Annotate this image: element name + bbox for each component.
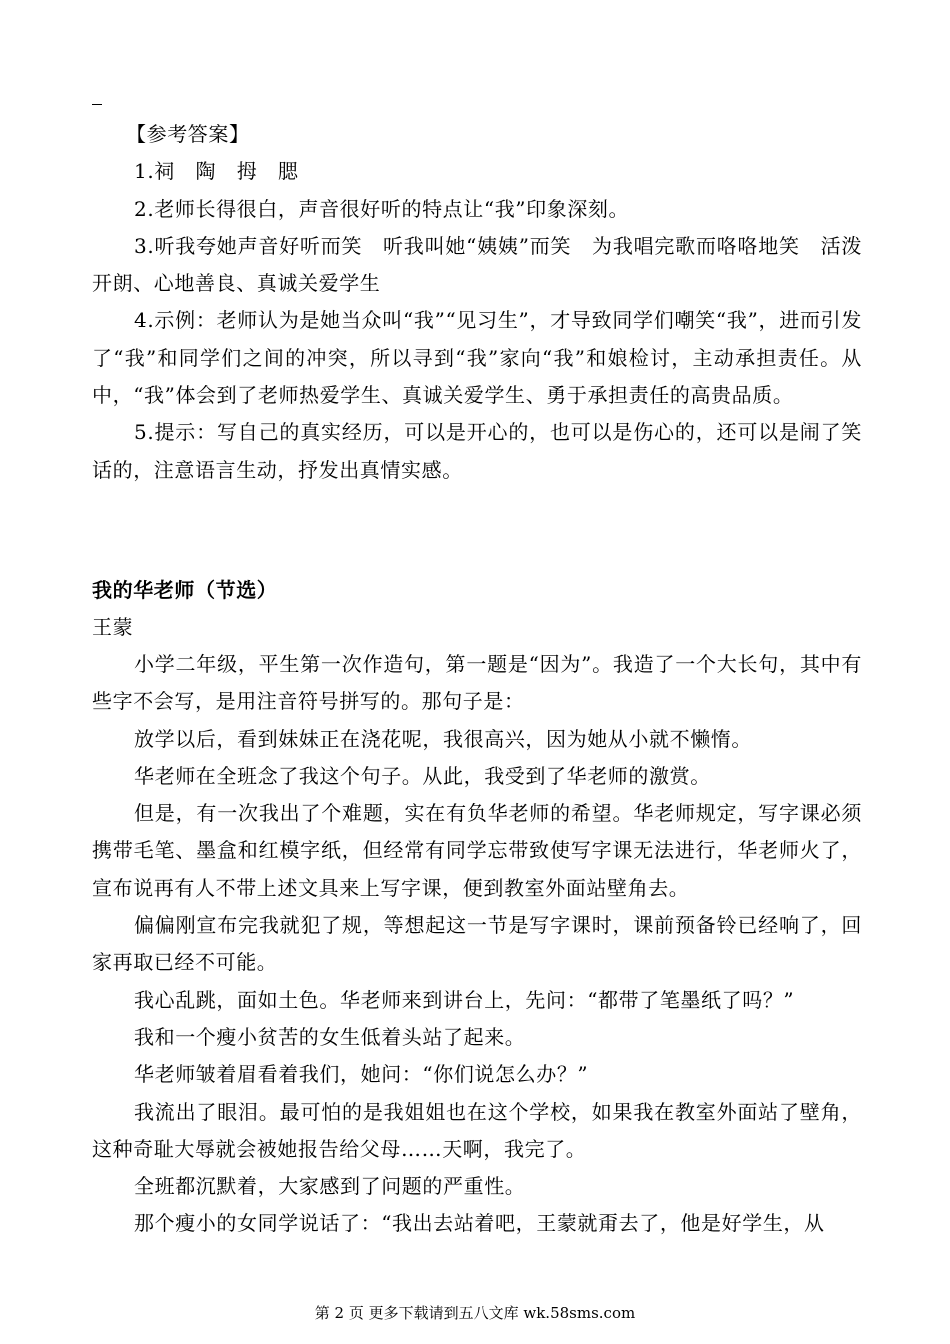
article-paragraph: 华老师皱着眉看着我们，她问：“你们说怎么办？” [134,1062,589,1087]
article-section [92,572,862,1243]
answer-item-5: 5.提示：写自己的真实经历，可以是开心的，也可以是伤心的，还可以是闹了笑话的，注意语言生动，抒发出真情实感。 [92,420,862,482]
answer-item-2: 2.老师长得很白，声音很好听的特点让“我”印象深刻。 [134,196,630,221]
article-paragraph: 我和一个瘦小贫苦的女生低着头站了起来。 [134,1024,526,1049]
corner-mark [92,104,102,105]
article-paragraph: 我心乱跳，面如土色。华老师来到讲台上，先问：“都带了笔墨纸了吗？” [134,987,795,1012]
answers-heading: 【参考答案】 [126,122,250,146]
article-paragraph: 全班都沉默着，大家感到了问题的严重性。 [134,1174,526,1199]
answer-item-3: 3.听我夸她声音好听而笑 听我叫她“姨姨”而笑 为我唱完歌而咯咯地笑 活泼开朗、心地善良、真诚关爱学生 [92,233,862,296]
page-content [92,116,862,1243]
article-title: 我的华老师（节选） [92,578,278,602]
article-paragraph: 偏偏刚宣布完我就犯了规，等想起这一节是写字课时，课前预备铃已经响了，回家再取已经不可能。 [92,913,862,975]
article-paragraph: 放学以后，看到妹妹正在浇花呢，我很高兴，因为她从小就不懒惰。 [134,726,752,751]
section-gap [92,506,862,572]
article-paragraph: 那个瘦小的女同学说话了：“我出去站着吧，王蒙就甭去了，他是好学生，从 [134,1211,825,1236]
article-author: 王蒙 [92,615,134,639]
article-paragraph: 小学二年级，平生第一次作造句，第一题是“因为”。我造了一个大长句，其中有些字不会写，是用注音符号拼写的。那句子是： [92,652,862,714]
page-footer: 第 2 页 更多下载请到五八文库 wk.58sms.com [314,1304,636,1322]
article-paragraph: 华老师在全班念了我这个句子。从此，我受到了华老师的激赏。 [134,763,711,788]
article-paragraph: 我流出了眼泪。最可怕的是我姐姐也在这个学校，如果我在教室外面站了壁角，这种奇耻大辱就会被她报告给父母……天啊，我完了。 [92,1099,862,1161]
answer-item-1: 1.祠 陶 拇 腮 [134,159,299,184]
answer-item-4: 4.示例：老师认为是她当众叫“我”“见习生”，才导致同学们嘲笑“我”，进而引发了“我”和同学们之间的冲突，所以寻到“我”家向“我”和娘检讨，主动承担责任。从中，“我”体会到了老师热爱学生、真诚关爱学生、勇于承担责任的高贵品质。 [92,308,862,408]
article-paragraph: 但是，有一次我出了个难题，实在有负华老师的希望。华老师规定，写字课必须携带毛笔、墨盒和红模字纸，但经常有同学忘带致使写字课无法进行，华老师火了，宣布说再有人不带上述文具来上写字课，便到教室外面站壁角去。 [92,801,862,900]
answers-section [92,116,862,506]
